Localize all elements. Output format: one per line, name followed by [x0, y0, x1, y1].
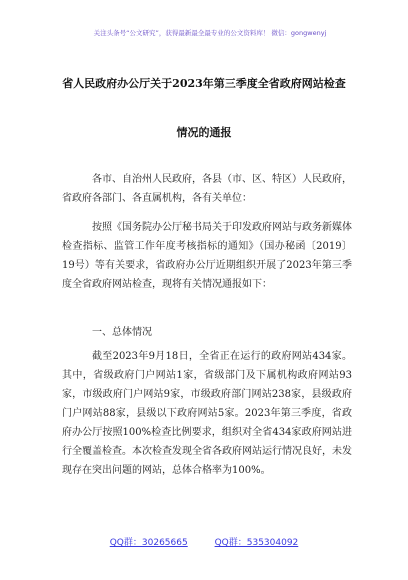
document-title-line-2: 情况的通报 — [176, 126, 232, 139]
header-banner: 关注头条号“公文研究”，获得最新最全最专业的公文资料库！ 微信：gongwenyj — [93, 29, 327, 37]
footer-qq-group-2[interactable]: QQ群：535304092 — [214, 538, 299, 548]
section-1-heading: 一、总体情况 — [92, 327, 152, 338]
intro-paragraph: 按照《国务院办公厅秘书局关于印发政府网站与政务新媒体检查指标、监管工作年度考核指标的通知》（国办秘函〔2019〕19号）等有关要求，省政府办公厅近期组织开展了2023年第三季度全省政府网站检查，现将有关情况通报如下： — [62, 222, 352, 290]
section-1-body: 截至2023年9月18日，全省正在运行的政府网站434家。其中，省级政府门户网站1家，省级部门及下属机构政府网站93家，市级政府门户网站9家，市级政府部门网站238家，县级政府门户网站88家，县级以下政府网站5家。2023年第三季度，省政府办公厅按照100%检查比例要求，组织对全省434家政府网站进行全覆盖检查。本次检查发现全省各政府网站运行情况良好，未发现存在突出问题的网站，总体合格率为100%。 — [62, 351, 352, 476]
document-title-line-1: 省人民政府办公厅关于2023年第三季度全省政府网站检查 — [62, 77, 346, 90]
addressee-paragraph: 各市、自治州人民政府，各县（市、区、特区）人民政府，省政府各部门、各直属机构，各有关单位： — [62, 174, 352, 204]
footer-qq-group-1[interactable]: QQ群：30265665 — [109, 538, 188, 548]
footer-qq-groups — [0, 535, 408, 548]
